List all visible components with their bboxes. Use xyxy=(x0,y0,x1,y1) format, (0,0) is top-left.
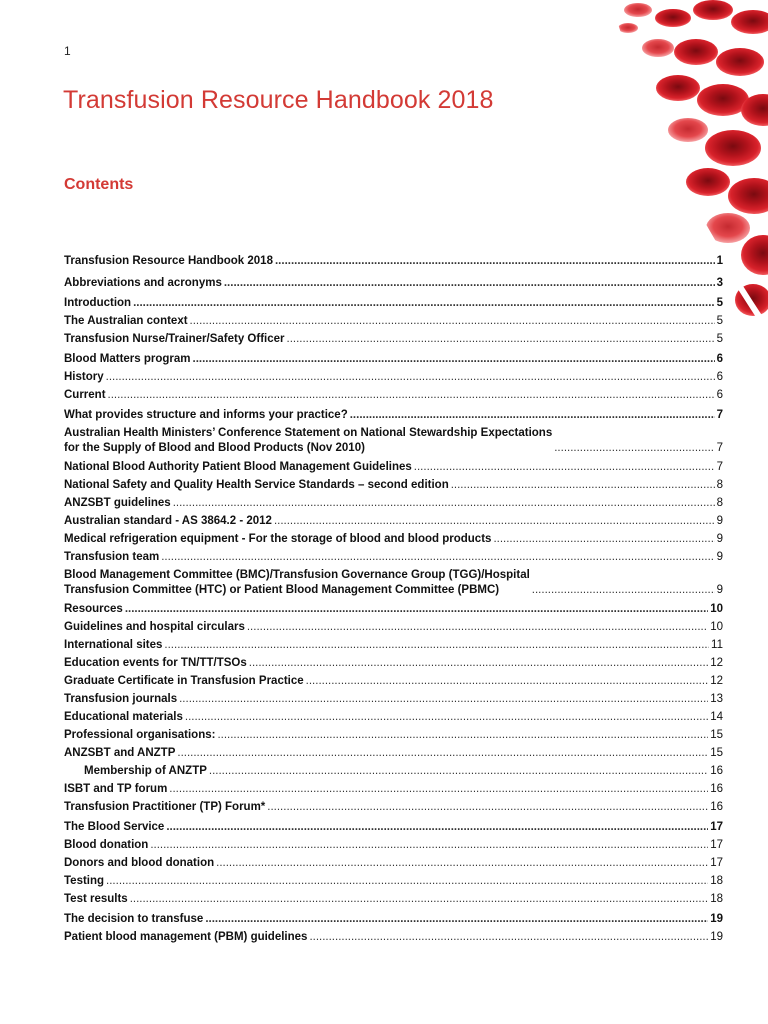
toc-page-number: 6 xyxy=(716,353,723,365)
toc-entry[interactable] xyxy=(64,296,723,311)
toc-page-number: 17 xyxy=(710,839,723,851)
toc-page-number: 8 xyxy=(716,497,723,509)
toc-page-number: 7 xyxy=(716,409,723,421)
toc-entry-title: Transfusion Nurse/Trainer/Safety Officer xyxy=(64,333,285,345)
toc-dot-leader xyxy=(451,478,715,493)
toc-entry[interactable] xyxy=(64,710,723,725)
toc-dot-leader xyxy=(287,332,715,347)
toc-dot-leader xyxy=(106,370,715,385)
toc-page-number: 16 xyxy=(710,783,723,795)
toc-dot-leader xyxy=(247,620,708,635)
toc-page-number: 12 xyxy=(710,675,723,687)
toc-entry[interactable] xyxy=(64,782,723,797)
toc-page-number: 13 xyxy=(710,693,723,705)
toc-entry[interactable] xyxy=(64,912,723,927)
toc-entry[interactable] xyxy=(64,656,723,671)
toc-dot-leader xyxy=(209,764,708,779)
toc-entry-title: Transfusion team xyxy=(64,551,160,563)
toc-page-number: 7 xyxy=(716,461,723,473)
toc-dot-leader xyxy=(161,550,714,565)
toc-entry-title: Blood Management Committee (BMC)/Transfusion Governance Group (TGG)/Hospital Transfusion Committee (HTC) or Patient Blood Management Committee (PBMC) xyxy=(64,569,530,596)
toc-page-number: 16 xyxy=(710,801,723,813)
toc-entry[interactable] xyxy=(64,276,723,291)
toc-entry[interactable] xyxy=(64,370,723,385)
toc-page-number: 16 xyxy=(710,765,723,777)
toc-entry-title: History xyxy=(64,371,104,383)
page-number: 1 xyxy=(64,44,71,58)
toc-entry[interactable] xyxy=(64,930,723,945)
toc-entry-title: National Safety and Quality Health Service Standards – second edition xyxy=(64,479,449,491)
toc-entry-title: The Australian context xyxy=(64,315,188,327)
toc-entry-title: Introduction xyxy=(64,297,132,309)
toc-page-number: 15 xyxy=(710,729,723,741)
toc-entry[interactable] xyxy=(64,426,723,456)
toc-dot-leader xyxy=(125,602,708,617)
toc-entry[interactable] xyxy=(64,638,723,653)
toc-entry-title: Patient blood management (PBM) guidelines xyxy=(64,931,308,943)
toc-entry[interactable] xyxy=(64,874,723,889)
toc-entry[interactable] xyxy=(64,460,723,475)
toc-dot-leader xyxy=(267,800,708,815)
toc-dot-leader xyxy=(309,930,708,945)
toc-page-number: 1 xyxy=(716,255,723,267)
toc-entry-title: Donors and blood donation xyxy=(64,857,215,869)
toc-entry[interactable] xyxy=(64,496,723,511)
toc-entry[interactable] xyxy=(64,602,723,617)
toc-dot-leader xyxy=(224,276,715,291)
toc-page-number: 5 xyxy=(716,333,723,345)
toc-entry-title: Guidelines and hospital circulars xyxy=(64,621,245,633)
toc-page-number: 5 xyxy=(716,297,723,309)
toc-dot-leader xyxy=(164,638,709,653)
toc-entry[interactable] xyxy=(64,388,723,403)
toc-dot-leader xyxy=(205,912,708,927)
toc-entry[interactable] xyxy=(64,532,723,547)
toc-dot-leader xyxy=(532,583,715,598)
document-title: Transfusion Resource Handbook 2018 xyxy=(63,86,494,114)
toc-entry-title: The Blood Service xyxy=(64,821,165,833)
toc-page-number: 17 xyxy=(710,857,723,869)
toc-entry[interactable] xyxy=(64,838,723,853)
toc-dot-leader xyxy=(150,838,708,853)
toc-page-number: 6 xyxy=(716,389,723,401)
toc-entry[interactable] xyxy=(64,514,723,529)
toc-dot-leader xyxy=(185,710,708,725)
toc-entry[interactable] xyxy=(64,568,723,598)
toc-entry-title: ANZSBT guidelines xyxy=(64,497,171,509)
toc-entry[interactable] xyxy=(64,692,723,707)
toc-dot-leader xyxy=(493,532,714,547)
toc-entry[interactable] xyxy=(64,856,723,871)
toc-dot-leader xyxy=(179,692,708,707)
toc-entry[interactable] xyxy=(64,820,723,835)
toc-entry-title: Professional organisations: xyxy=(64,729,216,741)
toc-entry-title: Current xyxy=(64,389,106,401)
toc-page-number: 17 xyxy=(710,821,723,833)
toc-entry-title: Testing xyxy=(64,875,105,887)
toc-dot-leader xyxy=(193,352,715,367)
toc-entry-title: The decision to transfuse xyxy=(64,913,204,925)
toc-dot-leader xyxy=(177,746,708,761)
toc-entry-title: Educational materials xyxy=(64,711,183,723)
toc-entry[interactable] xyxy=(64,550,723,565)
toc-page-number: 10 xyxy=(710,621,723,633)
toc-dot-leader xyxy=(274,514,715,529)
toc-dot-leader xyxy=(173,496,715,511)
toc-entry-title: Blood Matters program xyxy=(64,353,191,365)
toc-entry[interactable] xyxy=(64,254,723,269)
toc-entry[interactable] xyxy=(64,478,723,493)
toc-page-number: 6 xyxy=(716,371,723,383)
toc-page-number: 14 xyxy=(710,711,723,723)
toc-entry-title: ISBT and TP forum xyxy=(64,783,168,795)
contents-heading: Contents xyxy=(64,176,134,193)
toc-entry[interactable] xyxy=(64,408,723,423)
toc-dot-leader xyxy=(130,892,709,907)
toc-entry[interactable] xyxy=(64,314,723,329)
toc-page-number: 9 xyxy=(716,584,723,596)
toc-page-number: 18 xyxy=(710,875,723,887)
toc-dot-leader xyxy=(166,820,708,835)
toc-entry-title: Resources xyxy=(64,603,123,615)
toc-page-number: 3 xyxy=(716,277,723,289)
toc-entry-title: Transfusion Resource Handbook 2018 xyxy=(64,255,273,267)
toc-dot-leader xyxy=(554,441,714,456)
toc-entry-title: Australian standard - AS 3864.2 - 2012 xyxy=(64,515,272,527)
toc-entry-title: ANZSBT and ANZTP xyxy=(64,747,176,759)
toc-entry-title: International sites xyxy=(64,639,163,651)
toc-dot-leader xyxy=(190,314,715,329)
toc-entry[interactable] xyxy=(64,332,723,347)
toc-page-number: 19 xyxy=(710,913,723,925)
toc-entry-title: Blood donation xyxy=(64,839,149,851)
toc-dot-leader xyxy=(216,856,708,871)
toc-entry-title: Membership of ANZTP xyxy=(84,765,207,777)
toc-page-number: 5 xyxy=(716,315,723,327)
toc-page-number: 8 xyxy=(716,479,723,491)
toc-entry-title: Transfusion journals xyxy=(64,693,178,705)
toc-dot-leader xyxy=(275,254,715,269)
toc-page-number: 12 xyxy=(710,657,723,669)
toc-entry[interactable] xyxy=(64,746,723,761)
toc-page-number: 10 xyxy=(710,603,723,615)
toc-entry[interactable] xyxy=(64,674,723,689)
toc-entry[interactable] xyxy=(64,764,723,779)
toc-entry[interactable] xyxy=(64,352,723,367)
toc-entry[interactable] xyxy=(64,620,723,635)
toc-page-number: 15 xyxy=(710,747,723,759)
toc-dot-leader xyxy=(414,460,715,475)
toc-entry-title: Medical refrigeration equipment - For the storage of blood and blood products xyxy=(64,533,492,545)
toc-entry-title: Transfusion Practitioner (TP) Forum* xyxy=(64,801,266,813)
toc-entry-title: Education events for TN/TT/TSOs xyxy=(64,657,247,669)
toc-dot-leader xyxy=(249,656,708,671)
toc-page-number: 19 xyxy=(710,931,723,943)
toc-dot-leader xyxy=(350,408,715,423)
toc-page-number: 7 xyxy=(716,442,723,454)
toc-page-number: 9 xyxy=(716,533,723,545)
toc-page-number: 9 xyxy=(716,515,723,527)
toc-entry-title: Test results xyxy=(64,893,128,905)
toc-page-number: 18 xyxy=(710,893,723,905)
toc-dot-leader xyxy=(169,782,708,797)
toc-dot-leader xyxy=(217,728,708,743)
toc-entry[interactable] xyxy=(64,892,723,907)
toc-dot-leader xyxy=(106,874,708,889)
toc-page-number: 9 xyxy=(716,551,723,563)
toc-dot-leader xyxy=(133,296,715,311)
toc-entry-title: Australian Health Ministers’ Conference Statement on National Stewardship Expectations for the Supply of Blood and Blood Products (Nov 2010) xyxy=(64,427,553,454)
toc-entry-title: National Blood Authority Patient Blood Management Guidelines xyxy=(64,461,412,473)
toc-dot-leader xyxy=(108,388,715,403)
toc-entry-title: What provides structure and informs your practice? xyxy=(64,409,348,421)
toc-entry[interactable] xyxy=(64,728,723,743)
toc-entry-title: Graduate Certificate in Transfusion Practice xyxy=(64,675,304,687)
toc-dot-leader xyxy=(306,674,709,689)
toc-page-number: 11 xyxy=(711,639,723,651)
toc-entry[interactable] xyxy=(64,800,723,815)
toc-entry-title: Abbreviations and acronyms xyxy=(64,277,222,289)
